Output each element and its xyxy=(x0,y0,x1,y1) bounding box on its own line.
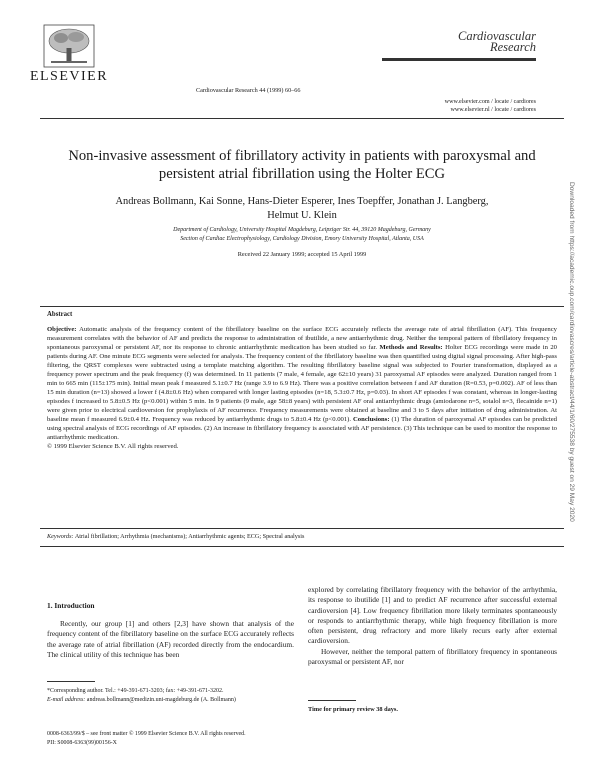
keywords-divider xyxy=(40,546,564,547)
keywords xyxy=(47,533,304,540)
intro-paragraph-left: Recently, our group [1] and others [2,3] have shown that analysis of the frequency content of the fibrillatory baseline on the surface ECG accurately reflects the average rate of atrial fibrillation (AF) recorded directly from the endocardium. The clinical utility of this technique has been xyxy=(47,619,294,659)
publisher-name: ELSEVIER xyxy=(29,69,109,84)
email-text[interactable]: andreas.bollmann@medizin.uni-magdeburg.de (A. Bollmann) xyxy=(85,697,236,703)
review-time-note: Time for primary review 38 days. xyxy=(308,706,398,713)
abstract-body xyxy=(47,325,557,451)
publisher-logo xyxy=(24,24,114,84)
affiliation-b: Section of Cardiac Electrophysiology, Cardiology Division, Emory University Hospital, Atlanta, USA xyxy=(180,236,424,242)
methods-text: Holter ECG recordings were made in 20 patients during AF. One minute ECG segments were selected for analysis. The frequency content of the fibrillatory baseline was then quantified using digital signal processing. After high-pass filtering, the QRST complexes were subtracted using a template matching algorithm. The resulting fibrillatory baseline signal was subjected to Fourier transformation, displayed as a frequency power spectrum and the peak frequency (f) was determined. In 11 patients (7 male, 4 female, age 62±10 years) 31 paroxysmal AF episodes were analyzed. Duration ranged from 1 min to 665 min (115±175 min). Initial mean peak f measured 5.1±0.7 Hz (range 3.9 to 6.9 Hz). There was a positive correlation between f and AF duration (R=0.53, p=0.002). AF of less than 15 min duration (n=13) showed a lower f (4.8±0.6 Hz) when compared with longer lasting episodes (n=18, 5.3±0.7 Hz, p=0.03). In short AF episodes f was constant, whereas in longer-lasting episodes f increased to 5.8±0.5 Hz (p<0.001) within 5 min. In 9 patients (9 male, age 58±8 years) with persistent AF oral antiarrhythmic drugs (amiodarone n=5, sotalol n=3, flecainide n=1) were given prior to electrical cardioversion for prophylaxis of AF recurrence. Frequency measurements were obtained at baseline and 3 to 5 days after initiation of drug administration. At baseline mean f measured 6.9±0.4 Hz. Frequency was reduced by antiarrhythmic drugs to 5.8±0.4 Hz (p<0.001). xyxy=(47,344,557,424)
journal-name-line: Cardiovascular xyxy=(457,29,536,43)
header-divider xyxy=(40,118,564,119)
keywords-text: Atrial fibrillation; Arrhythmia (mechanisms); Antiarrhythmic agents; ECG; Spectral analysis xyxy=(74,533,305,540)
author-line: Helmut U. Klein xyxy=(267,210,337,221)
journal-name xyxy=(458,31,536,53)
article-title: Non-invasive assessment of fibrillatory activity in patients with paroxysmal and persistent atrial fibrillation using the Holter ECG xyxy=(68,148,536,182)
abstract-heading: Abstract xyxy=(47,311,73,318)
intro-paragraph: explored by correlating fibrillatory frequency with the behavior of the arrhythmia, its response to ibutilide [1] and to predict AF recurrence after successful external cardioversion [4]. Low frequency fibrillation more likely terminates spontaneously or responds to antiarrhythmic therapy, while high frequency fibrillation is more often persistent, drug refractory and more likely recurs early after external cardioversion. xyxy=(308,585,557,646)
conclusions-label: Conclusions: xyxy=(353,416,390,424)
elsevier-tree-logo xyxy=(43,24,95,68)
affiliation-a: Department of Cardiology, University Hospital Magdeburg, Leipziger Str. 44, 39120 Magdeburg, Germany xyxy=(173,227,431,233)
methods-label: Methods and Results: xyxy=(379,344,443,352)
email-label: E-mail address: xyxy=(47,697,86,703)
intro-column-right xyxy=(308,585,557,667)
email-line xyxy=(47,696,294,705)
journal-citation: Cardiovascular Research 44 (1999) 60–66 xyxy=(196,87,301,94)
journal-url[interactable]: www.elsevier.com / locate / cardiores xyxy=(444,99,536,105)
objective-text: Automatic analysis of the frequency content of the fibrillatory baseline on the surface ECG accurately reflects the average rate of atrial fibrillation (AF). This frequency measurement correlates with the behavior of AF and predicts the response to administration of ibutilide, a new antiarrhythmic drug. Neither the temporal pattern of fibrillatory frequency in spontaneous paroxysmal or persistent AF, nor its response to chronic antiarrhythmic medication has been studied so far. xyxy=(47,326,557,352)
affiliations xyxy=(40,226,564,244)
download-watermark xyxy=(568,182,576,712)
keywords-top-divider xyxy=(40,528,564,529)
conclusions-text: (1) The duration of paroxysmal AF episodes can be predicted using spectral analysis of ECG recordings of AF episodes. (2) An increase in fibrillatory frequency is associated with AF persistence. (3) This technique can be used to monitor the response to antiarrhythmic medication. xyxy=(47,416,557,442)
front-matter-info xyxy=(47,730,407,747)
front-matter-line: 0008-6363/99/$ – see front matter © 1999 Elsevier Science B.V. All rights reserved. xyxy=(47,731,246,737)
journal-name-line: Research xyxy=(489,40,536,54)
pii-line: PII: S0008-6363(99)00156-X xyxy=(47,739,117,746)
corresponding-author: *Corresponding author. Tel.: +49-391-671-3203; fax: +49-391-671-3202. xyxy=(47,688,224,694)
objective-label: Objective: xyxy=(47,326,77,333)
journal-url[interactable]: www.elsevier.nl / locate / cardiores xyxy=(450,107,536,113)
received-dates: Received 22 January 1999; accepted 15 April 1999 xyxy=(237,251,367,258)
corresponding-footnote xyxy=(47,687,294,705)
download-watermark-text: Downloaded from https://academic.oup.com/cardiovascres/article-abstract/44/1/60/275538 by guest on 29 May 2020 xyxy=(568,182,575,522)
intro-paragraph: However, neither the temporal pattern of fibrillatory frequency in spontaneous paroxysmal or persistent AF, nor xyxy=(308,646,557,667)
footnote-rule xyxy=(47,681,95,682)
section-heading-introduction: 1. Introduction xyxy=(47,601,95,610)
abstract-copyright: © 1999 Elsevier Science B.V. All rights reserved. xyxy=(47,443,179,451)
abstract-divider xyxy=(40,306,564,307)
keywords-label: Keywords: xyxy=(47,533,74,540)
journal-urls xyxy=(445,98,536,114)
review-rule xyxy=(308,700,356,701)
author-line: Andreas Bollmann, Kai Sonne, Hans-Dieter Esperer, Ines Toepffer, Jonathan J. Langberg, xyxy=(115,196,489,207)
journal-rule xyxy=(382,58,536,61)
author-list xyxy=(40,195,564,223)
